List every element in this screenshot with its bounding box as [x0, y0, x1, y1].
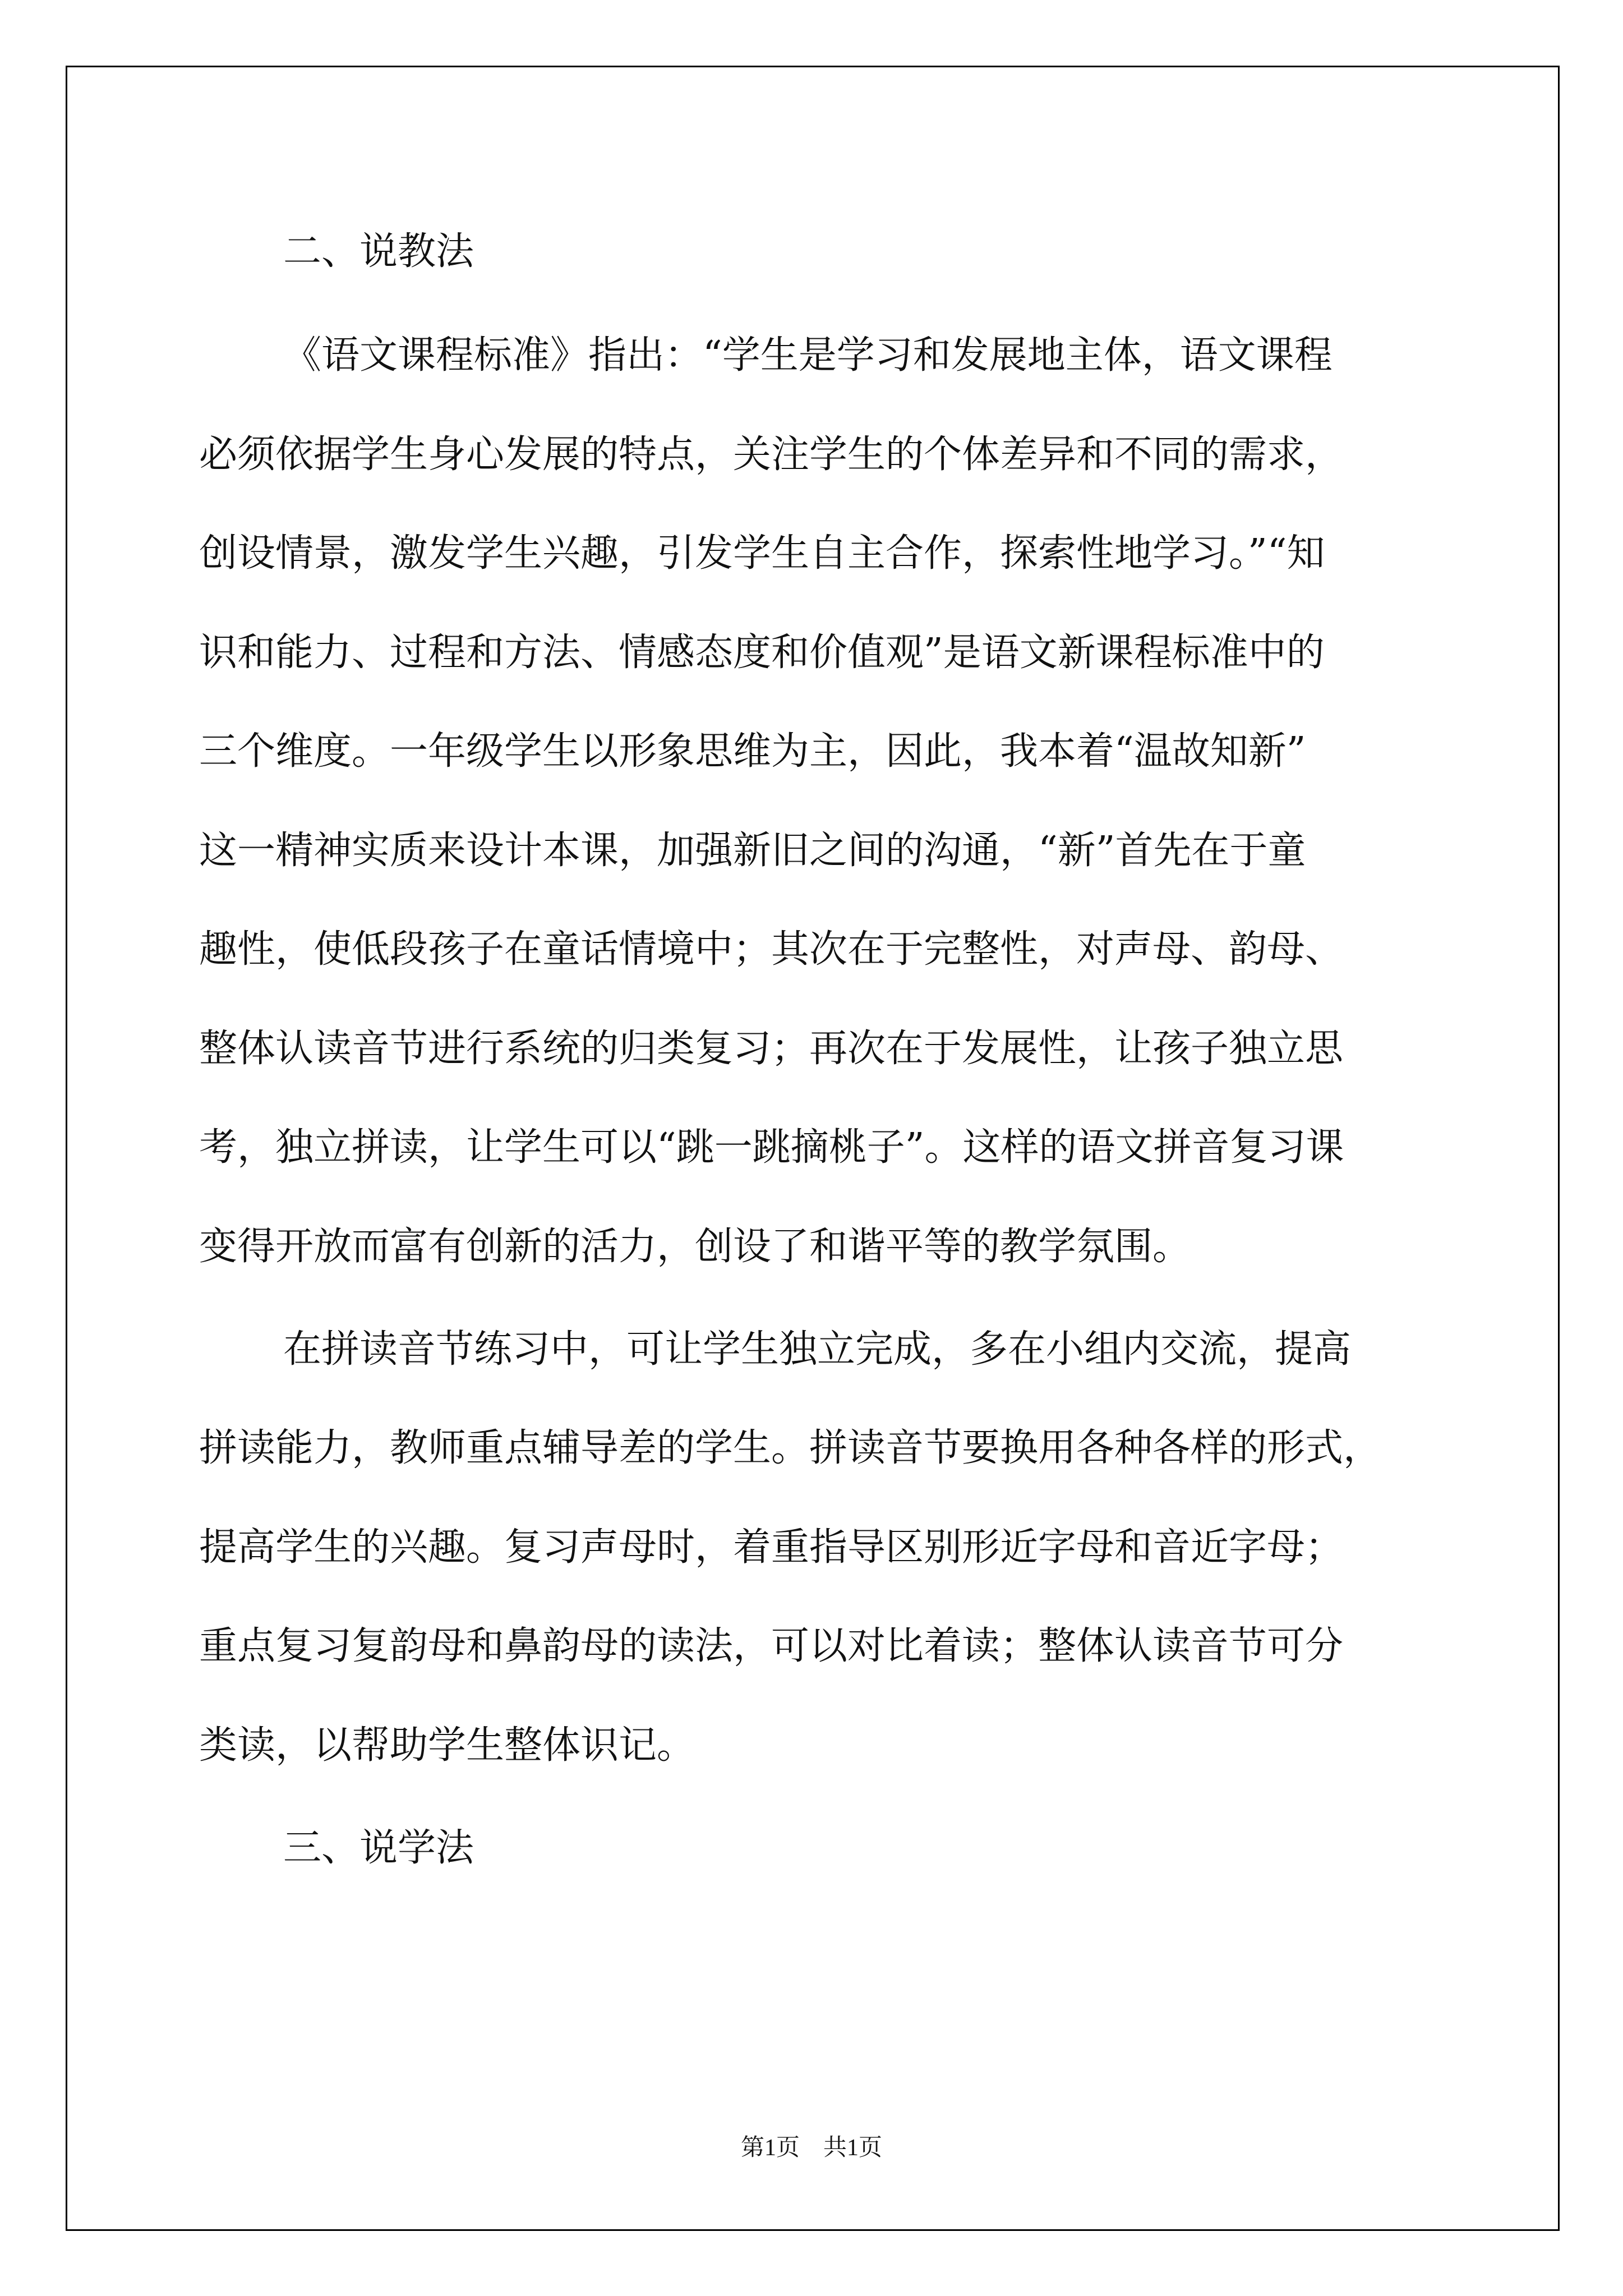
paragraph-line: 变得开放而富有创新的活力，创设了和谐平等的教学氛围。: [199, 1225, 1191, 1269]
paragraph-line: 必须依据学生身心发展的特点，关注学生的个体差异和不同的需求，: [199, 432, 1344, 477]
paragraph-line: 识和能力、过程和方法、情感态度和价值观”是语文新课程标准中的: [199, 631, 1325, 675]
paragraph-line: 考，独立拼读，让学生可以“跳一跳摘桃子”。这样的语文拼音复习课: [199, 1125, 1344, 1170]
paragraph-line: 创设情景，激发学生兴趣，引发学生自主合作，探索性地学习。”“知: [199, 531, 1325, 576]
paragraph-line: 重点复习复韵母和鼻韵母的读法，可以对比着读；整体认读音节可分: [199, 1624, 1344, 1668]
section-heading-learning-method: 三、说学法: [283, 1826, 474, 1870]
paragraph-line: 这一精神实质来设计本课，加强新旧之间的沟通，“新”首先在于童: [199, 829, 1306, 873]
paragraph-line: 《语文课程标准》指出：“学生是学习和发展地主体，语文课程: [283, 333, 1332, 378]
paragraph-line: 拼读能力，教师重点辅导差的学生。拼读音节要换用各种各样的形式，: [199, 1426, 1382, 1470]
paragraph-line: 提高学生的兴趣。复习声母时，着重指导区别形近字母和音近字母；: [199, 1525, 1344, 1570]
paragraph-line: 整体认读音节进行系统的归类复习；再次在于发展性，让孩子独立思: [199, 1027, 1344, 1071]
section-heading-teaching-method: 二、说教法: [283, 229, 474, 274]
page-footer: 第1页 共1页: [740, 2135, 882, 2161]
paragraph-line: 趣性，使低段孩子在童话情境中；其次在于完整性，对声母、韵母、: [199, 927, 1344, 972]
paragraph-line: 三个维度。一年级学生以形象思维为主，因此，我本着“温故知新”: [199, 729, 1306, 774]
paragraph-line: 类读，以帮助学生整体识记。: [199, 1723, 695, 1768]
paragraph-line: 在拼读音节练习中，可让学生独立完成，多在小组内交流，提高: [283, 1327, 1352, 1372]
